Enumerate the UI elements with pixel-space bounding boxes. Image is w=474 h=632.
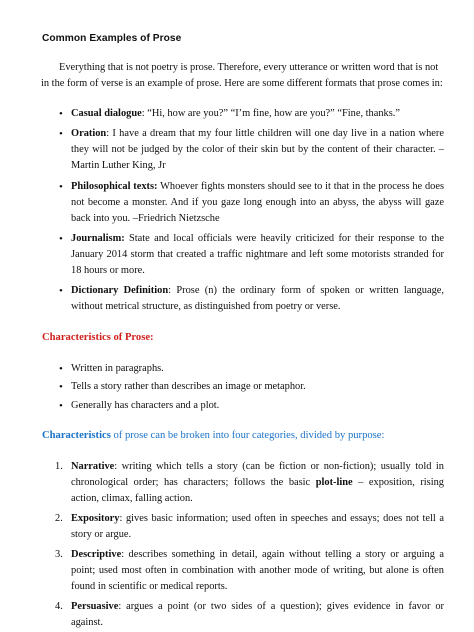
category-term: Persuasive	[71, 601, 119, 613]
format-term: Journalism:	[71, 232, 125, 244]
format-text: State and local officials were heavily criticized for their response to the January 2014 storm that created a traffic nightmare and left some motorists stranded for 18 hours or more.	[71, 232, 444, 277]
list-item	[41, 231, 444, 279]
bullet-icon: •	[59, 363, 63, 376]
list-number: 1.	[55, 460, 63, 472]
format-term: Oration	[71, 128, 107, 140]
list-item: 1. Narrative: writing which tells a story (can be fiction or non-fiction); usually told in chronological order; has characters; follows the basic plot-line – exposition, rising action, climax, falling action.	[55, 460, 444, 504]
list-item: 4. Persuasive: argues a point (or two sides of a question); gives evidence in favor or against.	[55, 601, 444, 629]
list-number: 4.	[55, 601, 63, 613]
intro-paragraph: Everything that is not poetry is prose. Therefore, every utterance or written word that is not in the form of verse is an example of prose. Here are some different formats that prose comes in:	[41, 62, 443, 90]
characteristics-list	[41, 361, 444, 413]
bullet-icon: •	[59, 399, 63, 412]
bullet-icon: •	[59, 232, 63, 245]
list-item: • Dictionary Definition: Prose (n) the ordinary form of spoken or written language, without metrical structure, as distinguished from poetry or verse.	[59, 285, 444, 313]
list-item: 3. Descriptive: describes something in detail, again without telling a story or arguing a point; used most often in combination with another mode of writing, but alone is often found in scientific or medical reports.	[55, 549, 444, 593]
list-item: • Casual dialogue: “Hi, how are you?” “I’m fine, how are you?” “Fine, thanks.”	[41, 106, 444, 122]
format-text: “Hi, how are you?” “I’m fine, how are you?” “Fine, thanks.”	[147, 108, 400, 120]
bullet-icon: •	[59, 180, 63, 193]
list-item: • Tells a story rather than describes an image or metaphor.	[41, 379, 444, 395]
category-term: Expository	[71, 512, 120, 524]
format-text: I have a dream that my four little children will one day live in a nation where they will not be judged by the color of their skin but by the content of their character. –Martin Luther King, Jr	[71, 128, 444, 172]
list-item: 2. Expository: gives basic information; used often in speeches and essays; does not tell a story or argue.	[55, 512, 444, 540]
prose-formats-list	[41, 106, 444, 315]
format-term: Casual dialogue	[71, 108, 142, 120]
document-title: Common Examples of Prose	[42, 33, 182, 44]
bullet-icon: •	[59, 381, 63, 394]
format-text: Whoever fights monsters should see to it that in the process he does not become a monster. And if you gaze long enough into an abyss, the abyss will gaze back into you. –Friedrich Nietzsche	[71, 180, 444, 224]
bullet-icon: •	[59, 108, 63, 121]
list-item: • Oration: I have a dream that my four little children will one day live in a nation where they will not be judged by the color of their skin but by the content of their character. –Martin Luther King, Jr	[59, 128, 444, 172]
list-number: 3.	[55, 549, 63, 561]
format-term: Philosophical texts:	[71, 180, 158, 192]
category-term: Descriptive	[71, 549, 122, 561]
category-term: Narrative	[71, 460, 115, 472]
bullet-icon: •	[59, 128, 63, 141]
list-item	[41, 179, 444, 227]
format-term: Dictionary Definition	[71, 285, 169, 297]
list-item: • Generally has characters and a plot.	[41, 398, 444, 414]
categories-list	[41, 459, 444, 632]
bullet-icon: •	[59, 285, 63, 298]
categories-heading: Characteristics of prose can be broken into four categories, divided by purpose:	[42, 429, 385, 441]
format-text: Prose (n) the ordinary form of spoken or written language, without metrical structure, as distinguished from poetry or verse.	[71, 285, 444, 313]
list-number: 2.	[55, 512, 63, 524]
list-item: • Written in paragraphs.	[41, 361, 444, 377]
characteristics-heading: Characteristics of Prose:	[42, 332, 154, 344]
plot-line-term: plot-line	[315, 476, 353, 488]
